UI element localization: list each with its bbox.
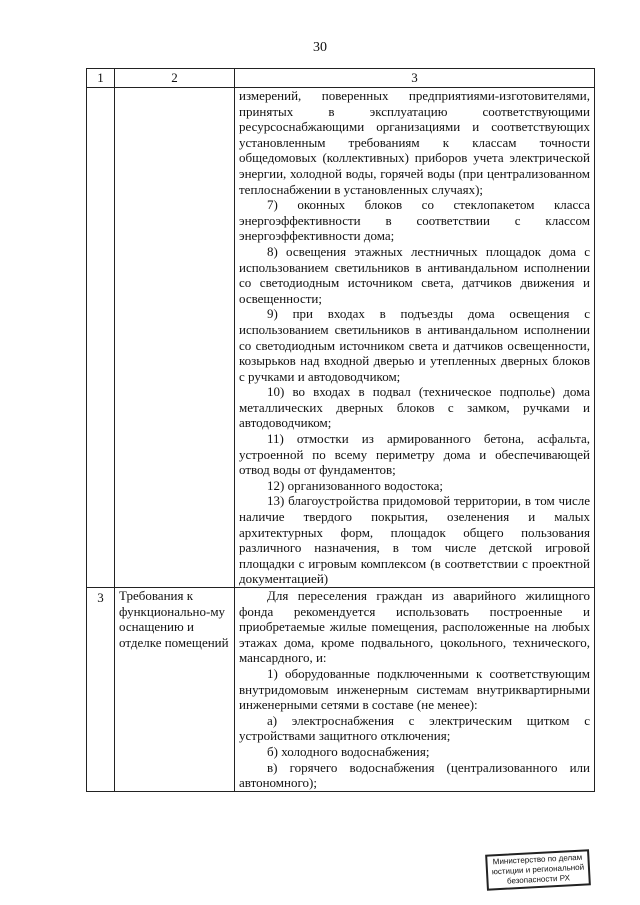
header-col-3: 3 [235, 69, 595, 88]
table-header-row [87, 69, 595, 88]
paragraph: 7) оконных блоков со стеклопакетом класса энергоэффективности в соответствии с классом энергоэффективности дома; [239, 197, 590, 244]
paragraph: 10) во входах в подвал (техническое подполье) дома металлических дверных блоков с замком, ручками и автодоводчиком; [239, 384, 590, 431]
ministry-stamp [485, 849, 591, 890]
paragraph: 13) благоустройства придомовой территории, в том числе наличие твердого покрытия, озеленения и малых архитектурных форм, площадок общего пользования различного назначения, в том числе детской игровой площадки с игровым комплексом (в соответствии с проектной документацией) [239, 493, 590, 587]
header-col-1: 1 [87, 69, 115, 88]
page-number: 30 [313, 40, 327, 55]
stamp-line: безопасности РХ [506, 873, 571, 886]
paragraph: 8) освещения этажных лестничных площадок дома с использованием светильников в антивандальном исполнении со светодиодным источником света, датчиков движения и освещенности; [239, 243, 590, 306]
row1-content [235, 88, 595, 588]
stamp-line: юстиции и региональной [491, 862, 585, 877]
table-row [87, 88, 595, 588]
row2-content [235, 588, 595, 792]
row1-number [87, 88, 115, 588]
row1-title [115, 88, 235, 588]
paragraph: 1) оборудованные подключенными к соответствующим внутридомовым инженерным системам внутриквартирными инженерными сетями в составе (не менее): [239, 665, 590, 713]
stamp-line: Министерство по делам [492, 852, 583, 867]
requirements-table [86, 68, 595, 792]
paragraph: в) горячего водоснабжения (централизованного или автономного); [239, 759, 590, 791]
row2-title: Требования к функционально-му оснащению и отделке помещений [115, 588, 235, 792]
row2-number: 3 [87, 588, 115, 792]
table-row [87, 588, 595, 792]
paragraph: 9) при входах в подъезды дома освещения с использованием светильников в антивандальном исполнении со светодиодным источником света и датчиков освещенности, козырьков над входной дверью и утепленных дверных блоков с ручками и автодоводчиком; [239, 306, 590, 384]
header-col-2: 2 [115, 69, 235, 88]
paragraph: 11) отмостки из армированного бетона, асфальта, устроенной по всему периметру дома и обеспечивающей отвод воды от фундаментов; [239, 431, 590, 478]
paragraph: б) холодного водоснабжения; [267, 743, 430, 759]
paragraph: измерений, поверенных предприятиями-изготовителями, принятых в эксплуатацию соответствующими ресурсоснабжающими организациями и соответствующих установленным требованиям к классам точности общедомовых (коллективных) приборов учета электрической энергии, холодной воды, горячей воды (при централизованном теплоснабжении в установленных случаях); [239, 88, 590, 197]
paragraph: а) электроснабжения с электрическим щитком с устройствами защитного отключения; [239, 712, 590, 744]
paragraph: Для переселения граждан из аварийного жилищного фонда рекомендуется использовать построенные и приобретаемые жилые помещения, расположенные на любых этажах дома, кроме подвального, цокольного, технического, мансардного, и: [239, 588, 590, 666]
paragraph: 12) организованного водостока; [267, 477, 443, 493]
